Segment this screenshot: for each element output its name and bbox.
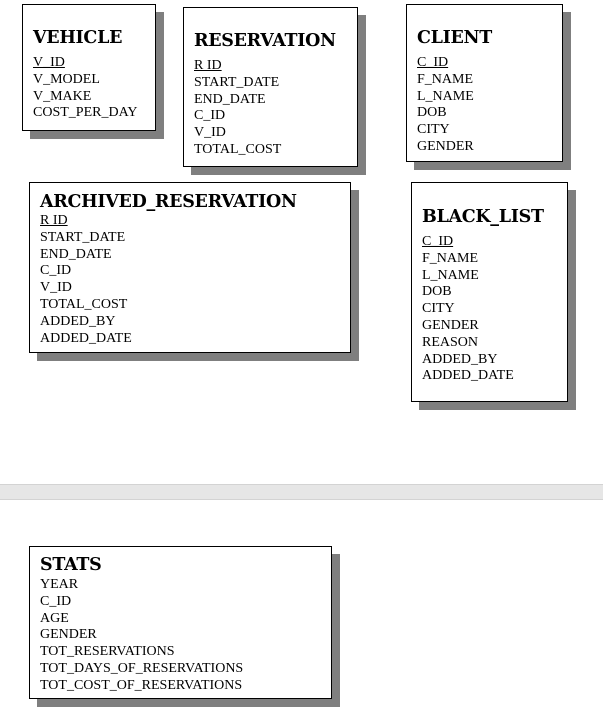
entity-field: CITY <box>422 301 455 317</box>
entity-field: ADDED_BY <box>40 313 116 329</box>
entity-field: DOB <box>422 284 452 300</box>
entity-title: STATS <box>40 555 102 575</box>
entity-archived-reservation <box>29 182 351 353</box>
entity-stats <box>29 546 332 699</box>
field-list <box>40 577 243 695</box>
entity-field: END_DATE <box>40 246 112 262</box>
entity-field: ADDED_BY <box>422 351 498 367</box>
entity-field: COST_PER_DAY <box>33 105 138 121</box>
entity-field: AGE <box>40 610 69 626</box>
entity-vehicle <box>22 4 156 131</box>
field-list <box>422 234 514 385</box>
entity-field: C_ID <box>417 55 449 70</box>
field-list <box>194 58 281 159</box>
entity-field: V_ID <box>40 280 72 296</box>
entity-field: V_ID <box>194 125 226 141</box>
entity-field: L_NAME <box>417 88 474 104</box>
entity-field: START_DATE <box>194 74 280 90</box>
field-list <box>33 55 138 122</box>
entity-field: V_MAKE <box>33 88 92 104</box>
entity-field: F_NAME <box>417 71 474 87</box>
entity-field: F_NAME <box>422 250 479 266</box>
entity-client <box>406 4 563 162</box>
entity-field: L_NAME <box>422 267 479 283</box>
field-list <box>40 213 132 347</box>
entity-field: V_MODEL <box>33 71 100 87</box>
entity-field: GENDER <box>417 138 474 154</box>
entity-title: VEHICLE <box>33 28 123 48</box>
entity-field: R ID <box>40 213 68 228</box>
entity-black-list <box>411 182 568 402</box>
entity-field: TOT_DAYS_OF_RESERVATIONS <box>40 660 244 676</box>
entity-title: ARCHIVED_RESERVATION <box>40 192 297 212</box>
entity-field: V_ID <box>33 55 65 70</box>
entity-field: GENDER <box>422 317 479 333</box>
entity-field: TOTAL_COST <box>40 296 128 312</box>
page-separator <box>0 484 603 500</box>
entity-field: ADDED_DATE <box>40 330 132 346</box>
entity-field: TOT_RESERVATIONS <box>40 644 175 660</box>
entity-field: TOTAL_COST <box>194 141 282 157</box>
entity-field: DOB <box>417 105 447 121</box>
field-list <box>417 55 474 156</box>
entity-field: REASON <box>422 334 479 350</box>
entity-field: START_DATE <box>40 229 126 245</box>
entity-field: GENDER <box>40 627 97 643</box>
entity-field: END_DATE <box>194 91 266 107</box>
entity-reservation <box>183 7 358 167</box>
entity-field: ADDED_DATE <box>422 368 514 384</box>
entity-title: CLIENT <box>417 28 492 48</box>
entity-field: C_ID <box>40 593 72 609</box>
entity-field: C_ID <box>194 108 226 124</box>
entity-field: R ID <box>194 58 222 73</box>
entity-field: C_ID <box>422 234 454 249</box>
entity-title: RESERVATION <box>194 31 336 51</box>
entity-field: TOT_COST_OF_RESERVATIONS <box>40 677 243 693</box>
entity-field: CITY <box>417 122 450 138</box>
entity-field: YEAR <box>40 577 79 592</box>
entity-field: C_ID <box>40 263 72 279</box>
entity-title: BLACK_LIST <box>422 207 544 227</box>
